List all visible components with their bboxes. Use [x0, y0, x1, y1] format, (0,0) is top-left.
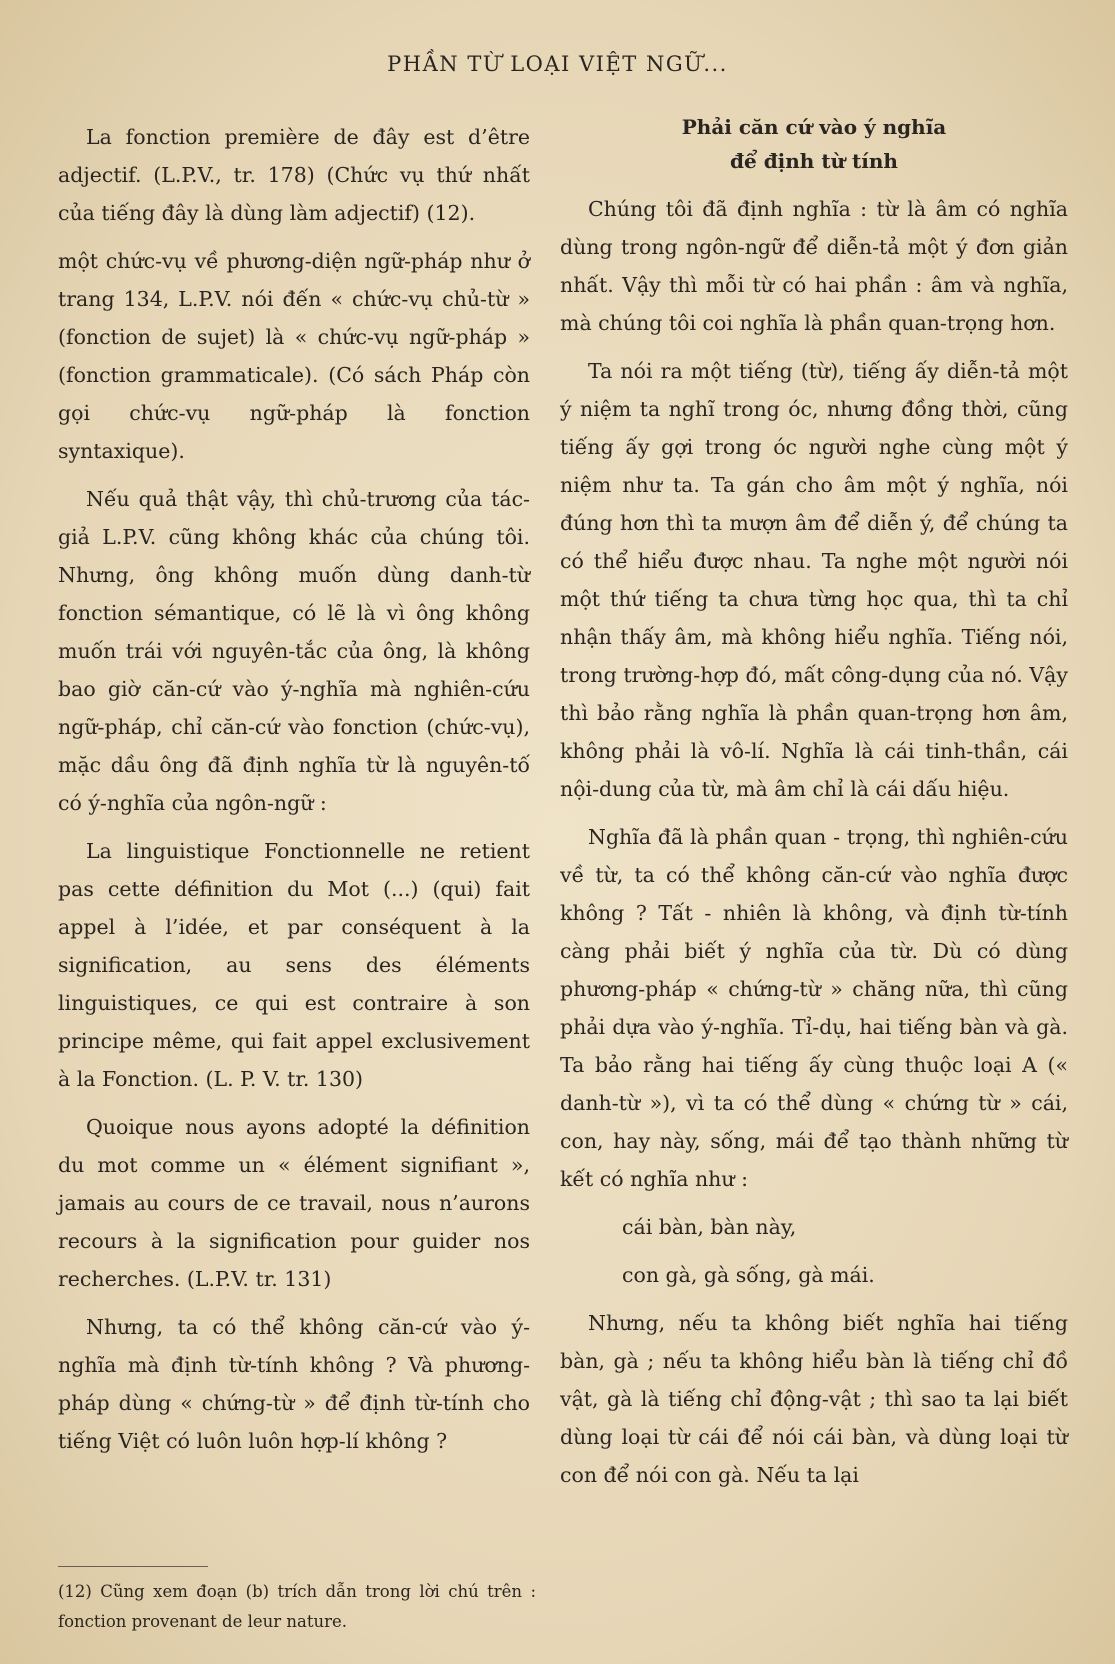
section-heading-line-2: để định từ tính: [730, 149, 898, 173]
section-heading-line-1: Phải căn cứ vào ý nghĩa: [681, 115, 947, 139]
left-quote-2: Quoique nous ayons adopté la définition du mot comme un « élément signifiant », jamais au cours de ce travail, nous n’aurons recours à la signification pour guider nos recherches. (L.P.V. tr. 131): [58, 1115, 530, 1291]
footnote-divider: [58, 1566, 208, 1567]
right-paragraph-1: Chúng tôi đã định nghĩa : từ là âm có nghĩa dùng trong ngôn-ngữ để diễn-tả một ý đơn giản nhất. Vậy thì mỗi từ có hai phần : âm và nghĩa, mà chúng tôi coi nghĩa là phần quan-trọng hơn.: [560, 197, 1068, 335]
left-paragraph-4: Nhưng, ta có thể không căn-cứ vào ý-nghĩa mà định từ-tính không ? Và phương-pháp dùng « chứng-từ » để định từ-tính cho tiếng Việt có luôn luôn hợp-lí không ?: [58, 1315, 530, 1453]
example-line-2: con gà, gà sống, gà mái.: [622, 1263, 875, 1287]
right-paragraph-3: Nghĩa đã là phần quan - trọng, thì nghiên-cứu về từ, ta có thể không căn-cứ vào nghĩa được không ? Tất - nhiên là không, và định từ-tính càng phải biết ý nghĩa của từ. Dù có dùng phương-pháp « chứng-từ » chăng nữa, thì cũng phải dựa vào ý-nghĩa. Tỉ-dụ, hai tiếng bàn và gà. Ta bảo rằng hai tiếng ấy cùng thuộc loại A (« danh-từ »), vì ta có thể dùng « chứng từ » cái, con, hay này, sống, mái để tạo thành những từ kết có nghĩa như :: [560, 825, 1068, 1191]
footnote: (12) Cũng xem đoạn (b) trích dẫn trong lời chú trên : fonction provenant de leur nature.: [58, 1582, 536, 1631]
left-paragraph-2: một chức-vụ về phương-diện ngữ-pháp như ở trang 134, L.P.V. nói đến « chức-vụ chủ-từ » (fonction de sujet) là « chức-vụ ngữ-pháp » (fonction grammaticale). (Có sách Pháp còn gọi chức-vụ ngữ-pháp là fonction syntaxique).: [58, 249, 530, 463]
left-quote-1: La linguistique Fonctionnelle ne retient pas cette définition du Mot (...) (qui) fait appel à l’idée, et par conséquent à la signification, au sens des éléments linguistiques, ce qui est contraire à son principe même, qui fait appel exclusivement à la Fonction. (L. P. V. tr. 130): [58, 839, 530, 1091]
running-head: PHẦN TỪ LOẠI VIỆT NGỮ...: [387, 52, 728, 76]
example-line-1: cái bàn, bàn này,: [622, 1215, 797, 1239]
section-heading: [560, 110, 1068, 178]
left-paragraph-1: La fonction première de đây est d’être adjectif. (L.P.V., tr. 178) (Chức vụ thứ nhất của tiếng đây là dùng làm adjectif) (12).: [58, 125, 530, 225]
left-paragraph-3: Nếu quả thật vậy, thì chủ-trương của tác-giả L.P.V. cũng không khác của chúng tôi. Nhưng, ông không muốn dùng danh-từ fonction sémantique, có lẽ là vì ông không muốn trái với nguyên-tắc của ông, là không bao giờ căn-cứ vào ý-nghĩa mà nghiên-cứu ngữ-pháp, chỉ căn-cứ vào fonction (chức-vụ), mặc dầu ông đã định nghĩa từ là nguyên-tố có ý-nghĩa của ngôn-ngữ :: [58, 487, 530, 815]
left-column: [58, 118, 530, 1470]
right-paragraph-2: Ta nói ra một tiếng (từ), tiếng ấy diễn-tả một ý niệm ta nghĩ trong óc, nhưng đồng thời, cũng tiếng ấy gợi trong óc người nghe cùng một ý niệm như ta. Ta gán cho âm một ý nghĩa, nói đúng hơn thì ta mượn âm để diễn ý, để chúng ta có thể hiểu được nhau. Ta nghe một người nói một thứ tiếng ta chưa từng học qua, thì ta chỉ nhận thấy âm, mà không hiểu nghĩa. Tiếng nói, trong trường-hợp đó, mất công-dụng của nó. Vậy thì bảo rằng nghĩa là phần quan-trọng hơn âm, không phải là vô-lí. Nghĩa là cái tinh-thần, cái nội-dung của từ, mà âm chỉ là cái dấu hiệu.: [560, 359, 1068, 801]
right-column: [560, 115, 1068, 1504]
right-paragraph-4: Nhưng, nếu ta không biết nghĩa hai tiếng bàn, gà ; nếu ta không hiểu bàn là tiếng chỉ đồ vật, gà là tiếng chỉ động-vật ; thì sao ta lại biết dùng loại từ cái để nói cái bàn, và dùng loại từ con để nói con gà. Nếu ta lại: [560, 1311, 1068, 1487]
